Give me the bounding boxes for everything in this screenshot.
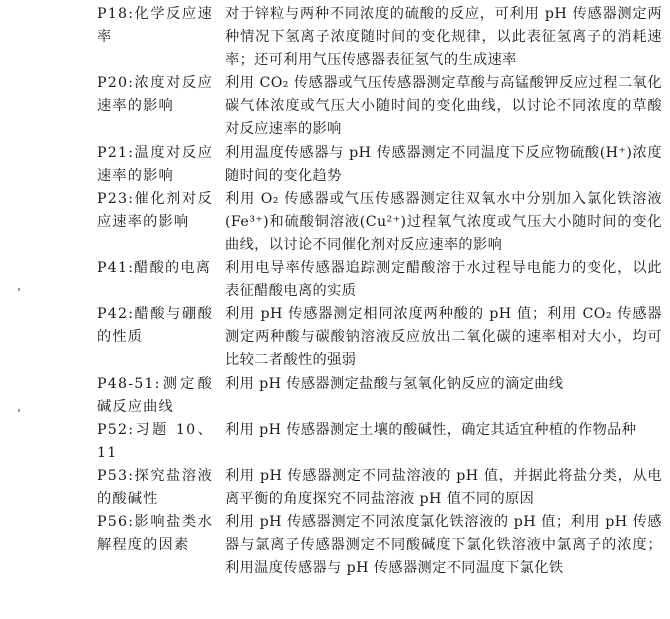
experiment-description: 利用温度传感器与 pH 传感器测定不同温度下反应物硫酸(H⁺)浓度随时间的变化趋势 [225,144,662,184]
experiment-topic: P20:浓度对反应速率的影响 [97,75,213,115]
table-row [97,303,662,372]
experiment-topic: P48-51:测定酸碱反应曲线 [97,375,213,415]
sensor-experiment-table [97,3,662,580]
experiment-topic: P52:习题 10、11 [97,421,213,461]
table-row [97,419,662,465]
table-row [97,3,662,72]
experiment-topic: P53:探究盐溶液的酸碱性 [97,467,213,507]
experiment-topic: P23:催化剂对反应速率的影响 [97,190,213,230]
experiment-topic: P18:化学反应速率 [97,6,213,46]
table-row [97,465,662,511]
experiment-description: 利用 pH 传感器测定不同盐溶液的 pH 值，并据此将盐分类，从电离平衡的角度探究不同盐溶液 pH 值不同的原因 [225,467,662,507]
table-row [97,142,662,188]
experiment-topic: P41:醋酸的电离 [97,260,212,277]
table-row [97,188,662,257]
experiment-description: 利用 pH 传感器测定土壤的酸碱性，确定其适宜种植的作物品种 [225,421,637,438]
experiment-description: 利用 pH 传感器测定不同浓度氯化铁溶液的 pH 值；利用 pH 传感器与氯离子传感器测定不同酸碱度下氯化铁溶液中氯离子的浓度；利用温度传感器与 pH 传感器测定不同温度下氯化铁 [225,514,662,577]
experiment-description: 利用 CO₂ 传感器或气压传感器测定草酸与高锰酸钾反应过程二氧化碳气体浓度或气压大小随时间的变化曲线，以讨论不同浓度的草酸对反应速率的影响 [225,75,662,138]
experiment-description: 利用电导率传感器追踪测定醋酸溶于水过程导电能力的变化，以此表征醋酸电离的实质 [225,260,662,300]
experiment-topic: P42:醋酸与硼酸的性质 [97,306,213,346]
table-row [97,373,662,419]
experiment-topic: P56:影响盐类水解程度的因素 [97,514,213,554]
experiment-topic: P21:温度对反应速率的影响 [97,144,213,184]
margin-mark [18,409,20,412]
table-row [97,257,662,303]
table-row [97,72,662,141]
table-row [97,511,662,580]
experiment-description: 利用 pH 传感器测定相同浓度两种酸的 pH 值；利用 CO₂ 传感器测定两种酸与碳酸钠溶液反应放出二氧化碳的速率相对大小，均可比较二者酸性的强弱 [225,306,662,369]
margin-mark [18,288,20,291]
experiment-description: 对于锌粒与两种不同浓度的硫酸的反应，可利用 pH 传感器测定两种情况下氢离子浓度随时间的变化规律，以此表征氢离子的消耗速率；还可利用气压传感器表征氢气的生成速率 [225,6,662,69]
experiment-description: 利用 O₂ 传感器或气压传感器测定往双氧水中分别加入氯化铁溶液(Fe³⁺)和硫酸铜溶液(Cu²⁺)过程氧气浓度或气压大小随时间的变化曲线，以讨论不同催化剂对反应速率的影响 [225,190,662,253]
experiment-description: 利用 pH 传感器测定盐酸与氢氧化钠反应的滴定曲线 [225,375,564,392]
